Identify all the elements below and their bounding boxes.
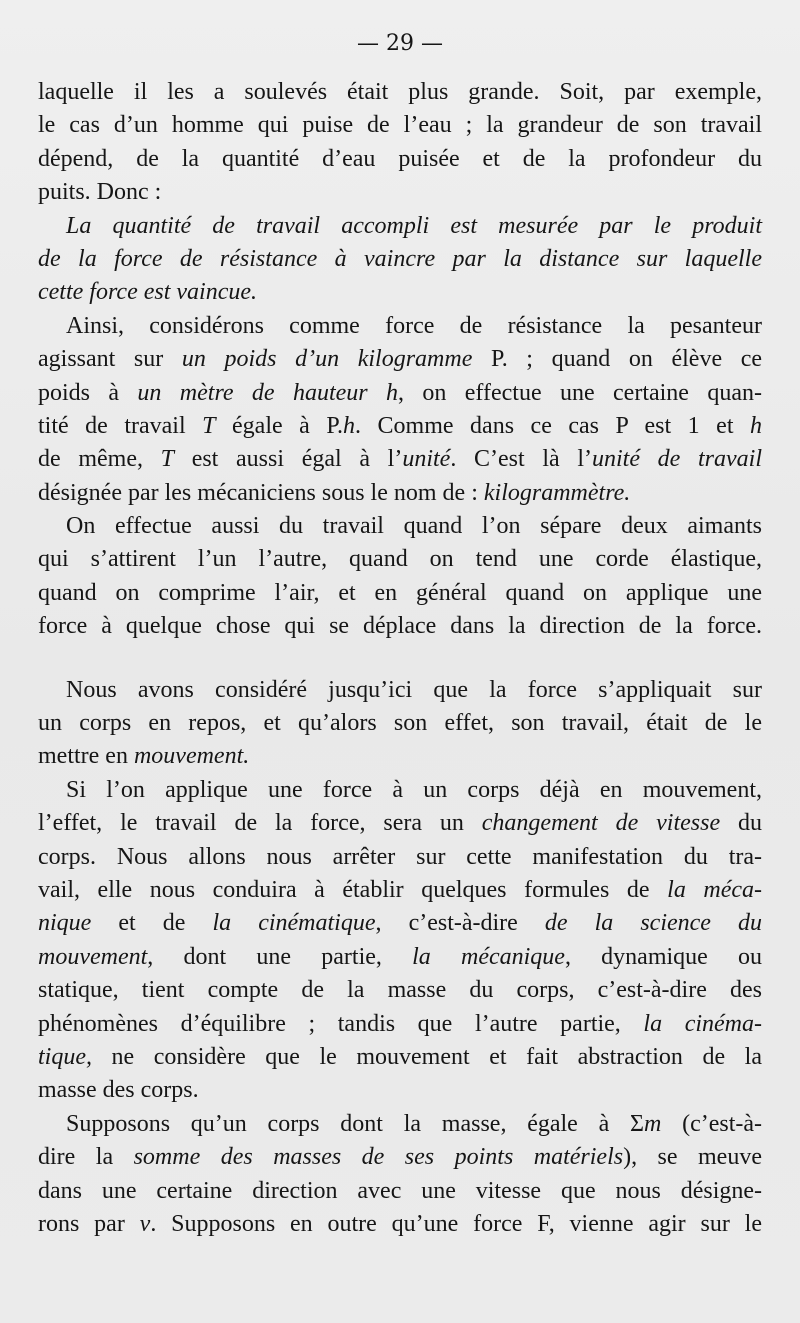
italic-text: h	[750, 412, 763, 439]
text-line	[38, 510, 762, 543]
text-line	[38, 76, 762, 109]
text-run: dépend, de la quantité d’eau puisée et de la profondeur du	[38, 145, 762, 172]
text-run: un corps en repos, et qu’alors son effet, son travail, était de le	[38, 710, 762, 737]
text-line	[38, 243, 762, 276]
text-line	[38, 874, 762, 907]
text-run: poids à	[38, 379, 138, 406]
text-line	[38, 443, 762, 476]
italic-text: kilogrammètre.	[483, 479, 631, 506]
text-run: phénomènes d’équilibre ; tandis que l’autre partie,	[38, 1010, 644, 1037]
italic-text: unité	[402, 446, 451, 473]
italic-text: v	[139, 1210, 151, 1237]
text-line	[38, 907, 762, 940]
text-run: désignée par les mécaniciens sous le nom de :	[38, 479, 484, 506]
text-run: , dont une partie,	[147, 943, 413, 970]
italic-text: m	[643, 1110, 662, 1137]
text-line	[38, 1008, 762, 1041]
text-run: tité de travail	[38, 412, 203, 439]
text-run: l’effet, le travail de la force, sera un	[38, 810, 482, 837]
text-line	[38, 941, 762, 974]
text-run: . Supposons en outre qu’une force F, vienne agir sur le	[150, 1210, 762, 1237]
text-run: qui s’attirent l’un l’autre, quand on tend une corde élastique,	[38, 546, 762, 573]
text-run: . C’est là l’	[450, 446, 593, 473]
text-run: Nous avons considéré jusqu’ici que la force s’appliquait sur	[66, 676, 762, 703]
text-line	[38, 707, 762, 740]
text-run: égale à P.	[215, 412, 344, 439]
text-run: ne considère que le mouvement et fait abstraction de la	[92, 1043, 762, 1070]
text-line	[38, 577, 762, 610]
text-line	[38, 610, 762, 643]
body-text	[38, 76, 762, 1241]
text-run: et de	[91, 910, 213, 937]
text-run: On effectue aussi du travail quand l’on sépare deux aimants	[66, 513, 762, 540]
text-run: dans une certaine direction avec une vitesse que nous désigne-	[38, 1177, 762, 1204]
text-line	[38, 1041, 762, 1074]
text-line	[38, 143, 762, 176]
text-run: puits. Donc :	[38, 179, 162, 206]
italic-text: changement de vitesse	[481, 810, 721, 837]
text-line	[38, 477, 762, 510]
text-run: Supposons qu’un corps dont la masse, égale à Σ	[66, 1110, 644, 1137]
text-line	[38, 343, 762, 376]
text-line	[38, 1074, 762, 1107]
text-run: dire la	[38, 1144, 134, 1171]
text-line	[38, 543, 762, 576]
text-line	[38, 377, 762, 410]
text-line	[38, 1141, 762, 1174]
text-run: rons par	[38, 1210, 140, 1237]
text-run: P. ; quand on élève ce	[472, 346, 763, 373]
text-line	[38, 1175, 762, 1208]
text-run: corps. Nous allons nous arrêter sur cette manifestation du tra-	[38, 843, 762, 870]
text-run: Si l’on applique une force à un corps déjà en mouvement,	[66, 776, 762, 803]
italic-text: de la science du	[544, 910, 763, 937]
text-run: de même,	[38, 446, 161, 473]
text-run: laquelle il les a soulevés était plus grande. Soit, par exemple,	[38, 79, 762, 105]
text-line	[38, 1108, 762, 1141]
text-line	[38, 310, 762, 343]
italic-text: la méca-	[667, 876, 763, 903]
text-run: masse des corps.	[38, 1077, 199, 1104]
italic-text: nique	[38, 910, 92, 937]
text-line	[38, 974, 762, 1007]
italic-text: cette force est vaincue.	[38, 279, 257, 306]
text-run: quand on comprime l’air, et en général quand on applique une	[38, 579, 762, 606]
text-line	[38, 1208, 762, 1241]
italic-text: un poids d’un kilogramme	[181, 346, 473, 373]
italic-text: la cinématique	[212, 910, 376, 937]
text-line	[38, 410, 762, 443]
text-run: force à quelque chose qui se déplace dans la direction de la force.	[38, 613, 762, 640]
text-run: , on effectue une certaine quan-	[398, 379, 762, 406]
italic-text: h	[343, 412, 356, 439]
text-run: le cas d’un homme qui puise de l’eau ; la grandeur de son travail	[38, 112, 762, 139]
text-line	[38, 807, 762, 840]
text-line	[38, 841, 762, 874]
text-run: . Comme dans ce cas P est 1 et	[355, 412, 751, 439]
page-number: — 29 —	[357, 31, 443, 56]
text-run: Ainsi, considérons comme force de résistance la pesanteur	[66, 312, 762, 339]
italic-text: unité de travail	[592, 446, 763, 473]
text-line	[38, 109, 762, 142]
italic-text: la cinéma-	[643, 1010, 762, 1037]
italic-text: mouvement	[38, 943, 148, 970]
text-run: mettre en	[38, 743, 134, 770]
text-run: vail, elle nous conduira à établir quelques formules de	[38, 876, 668, 903]
paragraph-gap	[38, 644, 762, 674]
text-line	[38, 674, 762, 707]
text-run: du	[720, 810, 763, 837]
text-run: ), se meuve	[623, 1144, 762, 1171]
italic-text: La quantité de travail accompli est mesurée par le produit	[66, 212, 762, 239]
text-run: (c’est-à-	[661, 1110, 763, 1137]
text-line	[38, 210, 762, 243]
text-run: est aussi égal à l’	[174, 446, 403, 473]
text-run: , dynamique ou	[564, 943, 763, 970]
text-run: agissant sur	[38, 346, 182, 373]
text-line	[38, 276, 762, 309]
italic-text: un mètre de hauteur h	[137, 379, 399, 406]
italic-text: T	[160, 446, 175, 473]
text-line	[38, 774, 762, 807]
italic-text: la mécanique	[412, 943, 565, 970]
text-run: statique, tient compte de la masse du corps, c’est-à-dire des	[38, 977, 762, 1004]
text-line	[38, 740, 762, 773]
italic-text: mouvement.	[133, 743, 250, 770]
text-run: , c’est-à-dire	[375, 910, 545, 937]
italic-text: tique,	[38, 1043, 92, 1070]
italic-text: T	[202, 412, 216, 439]
italic-text: somme des masses de ses points matériels	[133, 1144, 624, 1171]
italic-text: de la force de résistance à vaincre par la distance sur laquelle	[38, 245, 762, 272]
text-line	[38, 176, 762, 209]
